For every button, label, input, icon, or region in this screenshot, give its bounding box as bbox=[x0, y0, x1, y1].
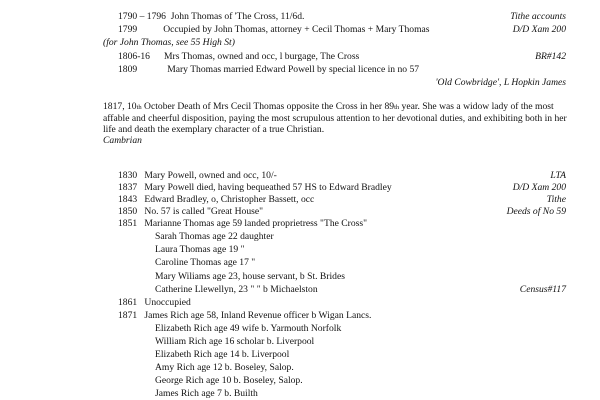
entry-source: Tithe bbox=[546, 194, 566, 205]
entry-text: Edward Bradley, o, Christopher Bassett, occ bbox=[144, 194, 315, 205]
entry-date: 1843 bbox=[118, 194, 138, 205]
census-line: Sarah Thomas age 22 daughter bbox=[155, 231, 274, 242]
census-line: Elizabeth Rich age 14 b. Liverpool bbox=[155, 349, 290, 360]
census-line: Mary Wiliams age 23, house servant, b St. Brides bbox=[155, 271, 345, 282]
entry-source: BR#142 bbox=[535, 51, 566, 62]
census-line: William Rich age 16 scholar b. Liverpool bbox=[155, 336, 315, 347]
entry-1850 bbox=[118, 206, 263, 217]
entry-text: Mary Powell, owned and occ, 10/- bbox=[144, 170, 277, 181]
census-line: Laura Thomas age 19 " bbox=[155, 244, 245, 255]
entry-date: 1850 bbox=[118, 206, 138, 217]
entry-text: Marianne Thomas age 59 landed proprietress "The Cross" bbox=[144, 218, 368, 229]
entry-date: 1830 bbox=[118, 170, 138, 181]
entry-source: D/D Xam 200 bbox=[512, 182, 566, 193]
entry-1861 bbox=[118, 297, 191, 308]
entry-date: 1809 bbox=[118, 64, 138, 75]
obituary-text: 1817, 10th October Death of Mrs Cecil Thomas opposite the Cross in her 89th year. She was a widow lady of the most affable and cheerful disposition, paying the most scrupulous attention to her devotional duties, and exhibiting both in her life and death the exemplary character of a true Christian. bbox=[103, 101, 567, 135]
entry-date: 1837 bbox=[118, 182, 138, 193]
entry-text: James Rich age 58, Inland Revenue officer b Wigan Lancs. bbox=[144, 310, 372, 321]
entry-source: D/D Xam 200 bbox=[512, 24, 566, 35]
entry-text: Occupied by John Thomas, attorney + Cecil Thomas + Mary Thomas bbox=[163, 24, 430, 35]
entry-1809 bbox=[118, 64, 419, 75]
entry-date: 1861 bbox=[118, 297, 138, 308]
entry-date: 1871 bbox=[118, 310, 138, 321]
census-line: Caroline Thomas age 17 " bbox=[155, 257, 256, 268]
obituary-source: Cambrian bbox=[103, 135, 142, 146]
census-line: George Rich age 10 b. Boseley, Salop. bbox=[155, 375, 303, 386]
entry-1871 bbox=[118, 310, 371, 321]
obituary-paragraph bbox=[103, 101, 569, 146]
entry-1790 bbox=[118, 11, 304, 22]
entry-1837 bbox=[118, 182, 392, 193]
entry-1830 bbox=[118, 170, 277, 181]
entry-source-line: 'Old Cowbridge', L Hopkin James bbox=[435, 77, 566, 88]
entry-date: 1851 bbox=[118, 218, 138, 229]
entry-source: Deeds of No 59 bbox=[506, 206, 566, 217]
entry-text: Mary Powell died, having bequeathed 57 HS to Edward Bradley bbox=[144, 182, 392, 193]
entry-source: LTA bbox=[550, 170, 566, 181]
entry-source: Tithe accounts bbox=[510, 11, 566, 22]
entry-1851 bbox=[118, 218, 367, 229]
census-line: Amy Rich age 12 b. Boseley, Salop. bbox=[155, 362, 294, 373]
entry-date: 1790 – 1796 bbox=[118, 11, 166, 22]
census-line: Elizabeth Rich age 49 wife b. Yarmouth Norfolk bbox=[155, 323, 342, 334]
census-line: James Rich age 7 b. Builth bbox=[155, 388, 258, 399]
entry-1799 bbox=[118, 24, 430, 35]
entry-text: Unoccupied bbox=[144, 297, 191, 308]
entry-text: Mrs Thomas, owned and occ, l burgage, The Cross bbox=[163, 51, 360, 62]
entry-source: Census#117 bbox=[519, 284, 566, 295]
census-line: Catherine Llewellyn, 23 " " b Michaelston bbox=[155, 284, 318, 295]
entry-text: No. 57 is called "Great House" bbox=[144, 206, 264, 217]
entry-text: Mary Thomas married Edward Powell by special licence in no 57 bbox=[167, 64, 420, 75]
entry-date: 1806-16 bbox=[118, 51, 150, 62]
entry-date: 1799 bbox=[118, 24, 138, 35]
entry-note: (for John Thomas, see 55 High St) bbox=[103, 37, 235, 48]
entry-1843 bbox=[118, 194, 314, 205]
entry-1806 bbox=[118, 51, 359, 62]
entry-text: John Thomas of 'The Cross, 11/6d. bbox=[170, 11, 305, 22]
